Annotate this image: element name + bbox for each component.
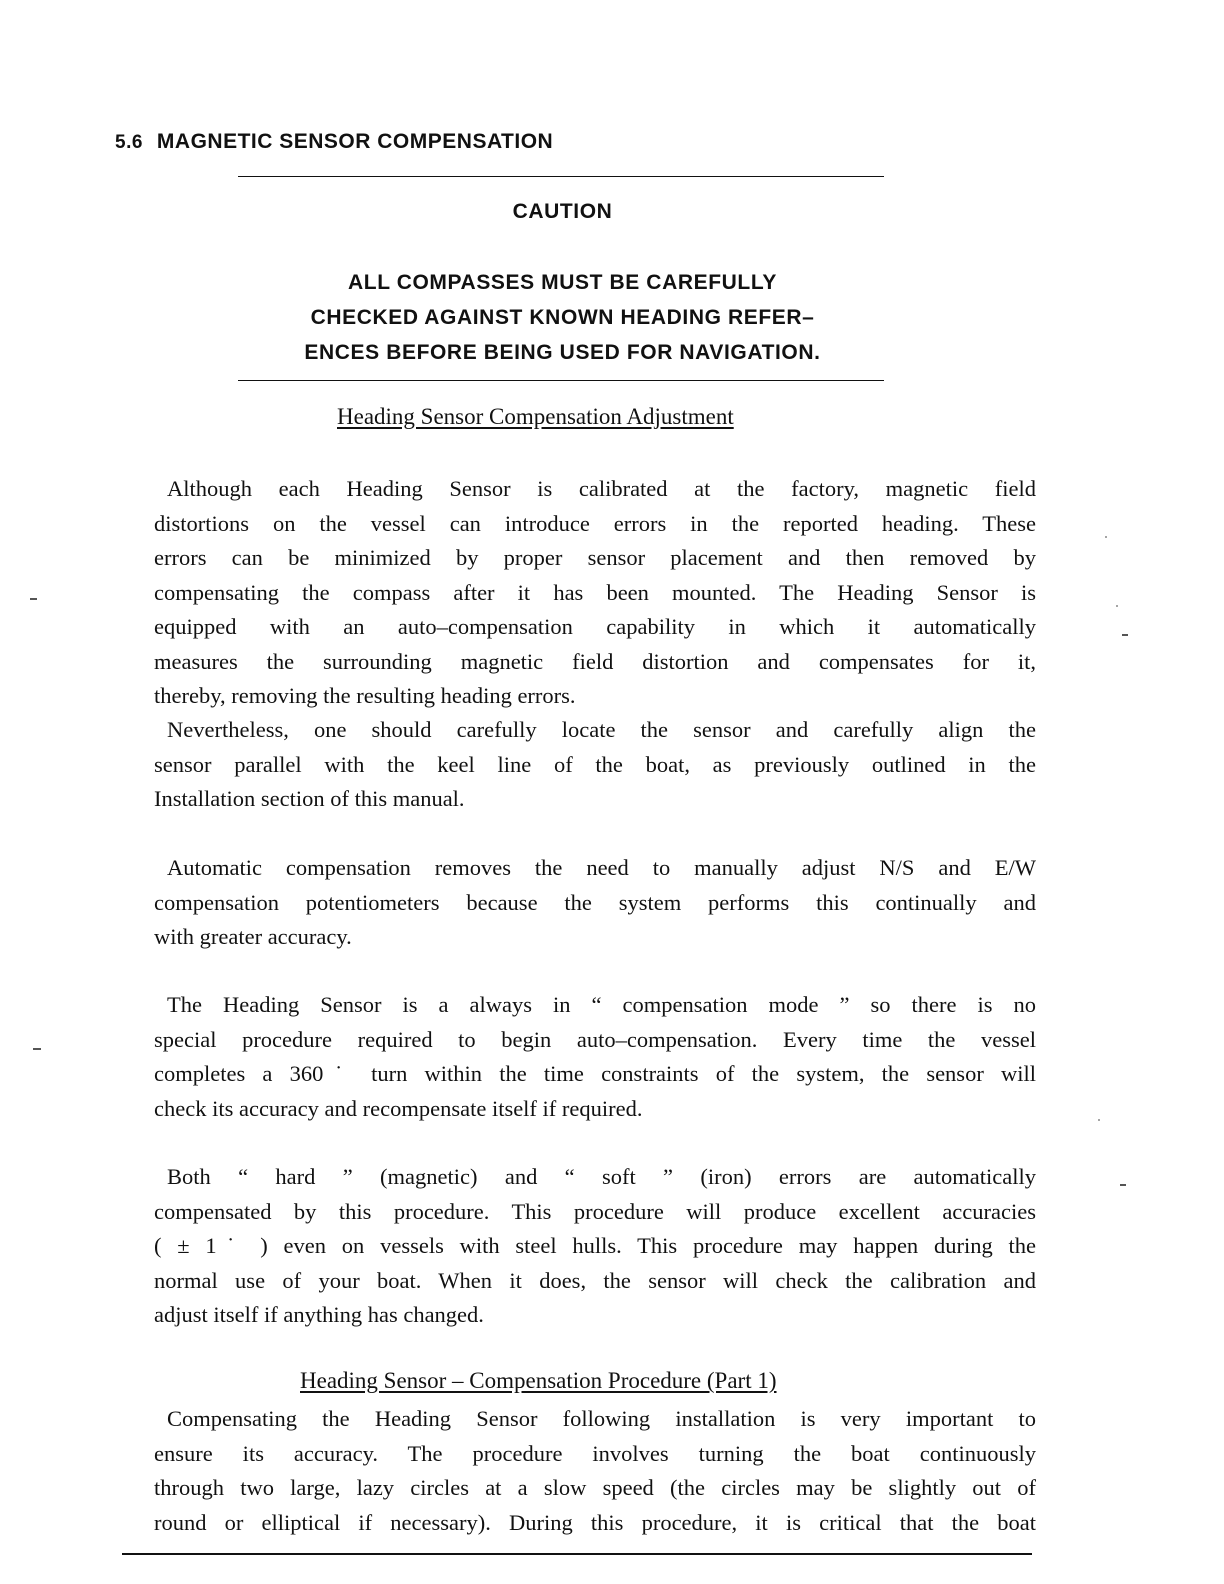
paragraph-line: distortions on the vessel can introduce errors in the reported heading. These: [154, 510, 1036, 536]
section-title: MAGNETIC SENSOR COMPENSATION: [156, 130, 554, 153]
paragraph: [154, 472, 1036, 714]
paragraph-line: Compensating the Heading Sensor following installation is very important to: [167, 1406, 1036, 1431]
paragraph-line: measures the surrounding magnetic field distortion and compensates for it,: [154, 648, 1036, 674]
paragraph-line: Both “ hard ” (magnetic) and “ soft ” (iron) errors are automatically: [167, 1164, 1036, 1189]
caution-line: CHECKED AGAINST KNOWN HEADING REFER–: [310, 306, 815, 329]
paragraph: [154, 988, 1036, 1126]
paragraph: [154, 1160, 1036, 1333]
paragraph-line: round or elliptical if necessary). During this procedure, it is critical that the boat: [154, 1509, 1036, 1535]
page-bottom-rule: [122, 1553, 1032, 1555]
caution-top-rule: [238, 176, 884, 177]
paragraph: [154, 713, 1036, 817]
paragraph: [154, 851, 1036, 955]
paragraph-line: The Heading Sensor is a always in “ compensation mode ” so there is no: [167, 992, 1036, 1017]
scan-mark: [33, 1048, 41, 1050]
paragraph-line: Nevertheless, one should carefully locate the sensor and carefully align the: [167, 717, 1036, 742]
paragraph-line: adjust itself if anything has changed.: [154, 1302, 484, 1327]
paragraph-line: ensure its accuracy. The procedure involves turning the boat continuously: [154, 1440, 1036, 1466]
subsection-heading: Heading Sensor – Compensation Procedure (Part 1): [300, 1368, 777, 1393]
section-heading: [115, 130, 553, 154]
paragraph-line: completes a 360˙ turn within the time constraints of the system, the sensor will: [154, 1061, 1036, 1086]
caution-title: CAUTION: [512, 200, 613, 223]
paragraph-line: equipped with an auto–compensation capability in which it automatically: [154, 614, 1036, 639]
paragraph-line: through two large, lazy circles at a slow speed (the circles may be slightly out of: [154, 1475, 1036, 1500]
scan-speck: [1116, 605, 1118, 607]
scan-mark: [1122, 634, 1128, 636]
paragraph-line: sensor parallel with the keel line of the boat, as previously outlined in the: [154, 751, 1036, 777]
scan-mark: [1120, 1184, 1126, 1186]
paragraph-line: Although each Heading Sensor is calibrated at the factory, magnetic field: [167, 476, 1036, 501]
subsection-heading: Heading Sensor Compensation Adjustment: [337, 404, 734, 429]
paragraph-line: thereby, removing the resulting heading errors.: [154, 683, 576, 708]
section-number: 5.6: [115, 132, 143, 153]
paragraph: [154, 1402, 1036, 1540]
scan-speck: [1098, 1119, 1100, 1121]
caution-bottom-rule: [238, 380, 884, 381]
scan-speck: [1105, 536, 1107, 538]
paragraph-line: Automatic compensation removes the need to manually adjust N/S and E/W: [167, 855, 1036, 880]
paragraph-line: normal use of your boat. When it does, the sensor will check the calibration and: [154, 1267, 1036, 1293]
caution-line: ALL COMPASSES MUST BE CAREFULLY: [348, 271, 777, 294]
paragraph-line: errors can be minimized by proper sensor placement and then removed by: [154, 545, 1036, 570]
paragraph-line: Installation section of this manual.: [154, 786, 465, 811]
paragraph-line: special procedure required to begin auto–compensation. Every time the vessel: [154, 1026, 1036, 1052]
paragraph-line: check its accuracy and recompensate itself if required.: [154, 1095, 643, 1121]
paragraph-line: compensating the compass after it has been mounted. The Heading Sensor is: [154, 579, 1036, 605]
paragraph-line: compensation potentiometers because the system performs this continually and: [154, 889, 1036, 915]
caution-line: ENCES BEFORE BEING USED FOR NAVIGATION.: [304, 341, 821, 364]
paragraph-line: ( ± 1˙ ) even on vessels with steel hulls. This procedure may happen during the: [154, 1233, 1036, 1258]
paragraph-line: with greater accuracy.: [154, 924, 352, 949]
scan-mark: [30, 598, 37, 600]
paragraph-line: compensated by this procedure. This procedure will produce excellent accuracies: [154, 1198, 1036, 1224]
caution-message: [240, 265, 885, 370]
